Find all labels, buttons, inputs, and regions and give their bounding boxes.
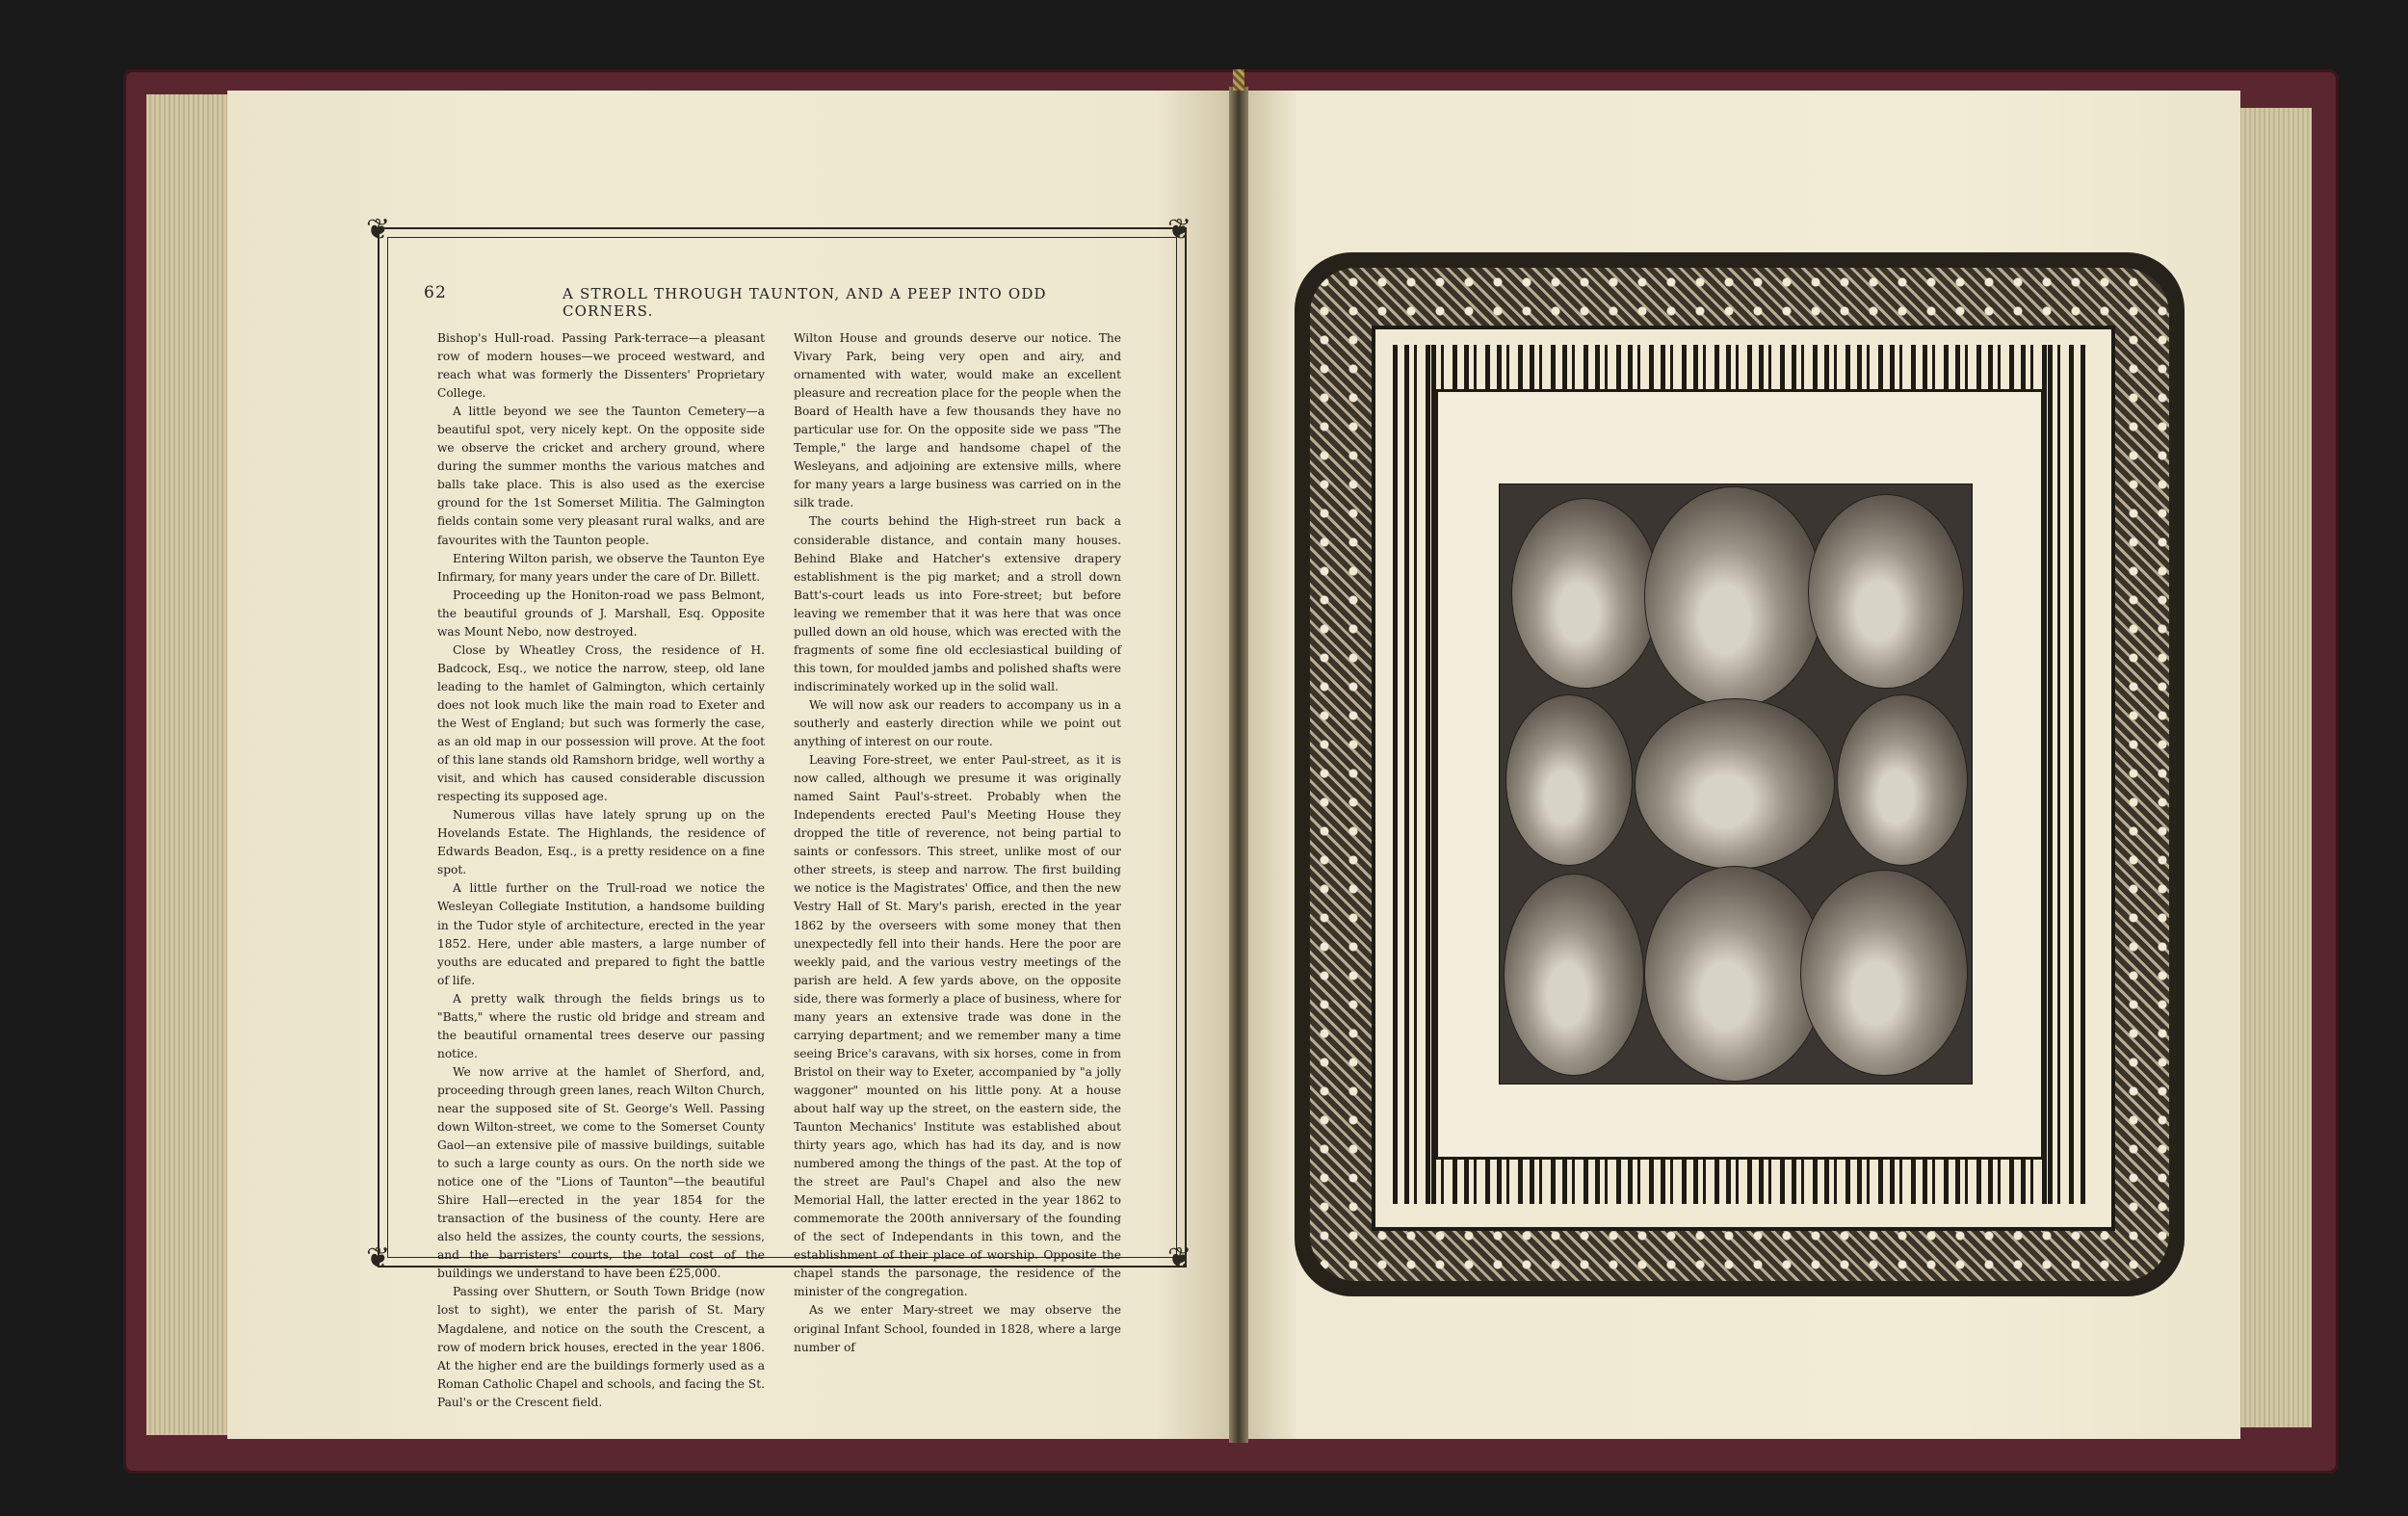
photo-vignette (1837, 694, 1968, 866)
photo-vignette (1808, 494, 1964, 689)
page-edges-left (146, 94, 235, 1435)
photo-vignette (1644, 866, 1825, 1082)
paragraph: Bishop's Hull-road. Passing Park-terrace—a pleasant row of modern houses—we proceed westward, and reach what was formerly the Dissenters' Proprietary College. (437, 331, 765, 401)
photo-vignette (1635, 698, 1835, 870)
paragraph: Passing over Shuttern, or South Town Bridge (now lost to sight), we enter the parish of St. Mary Magdalene, and notice on the south the Crescent, a row of modern brick houses, erected in the year 1806. At the higher end are the buildings formerly used as a Roman Catholic Chapel and schools, and facing the St. Paul's or the Crescent field. (437, 1285, 765, 1409)
corner-ornament-icon: ❦ (366, 1242, 391, 1275)
running-head (424, 283, 1137, 320)
page-number: 62 (424, 283, 448, 302)
corner-ornament-icon: ❦ (1167, 1242, 1192, 1275)
paragraph: Numerous villas have lately sprung up on the Hovelands Estate. The Highlands, the residence of Edwards Beadon, Esq., is a pretty residence on a fine spot. (437, 808, 765, 877)
photograph-collage (1499, 484, 1973, 1085)
page-edges-right (2237, 108, 2312, 1427)
text-column-2 (794, 329, 1121, 1357)
photo-vignette (1511, 498, 1660, 689)
photo-vignette (1504, 874, 1644, 1076)
corner-ornament-icon: ❦ (366, 213, 391, 247)
corner-ornament-icon: ❦ (1167, 213, 1192, 247)
photo-vignette (1644, 486, 1823, 708)
paragraph: Leaving Fore-street, we enter Paul-street, as it is now called, although we presume it was originally named Saint Paul's-street. Probably when the Independents erected Paul's Meeting House they dropped the title of reverence, not being partial to saints or confessors. This street, unlike most of our other streets, is steep and narrow. The first building we notice is the Magistrates' Office, and then the new Vestry Hall of St. Mary's parish, erected in the year 1862 by the overseers with some money that then unexpectedly fell into their hands. Here the poor are weekly paid, and the various vestry meetings of the parish are held. A few yards above, on the opposite side, there was formerly a place of business, where for many years an extensive trade was done in the carrying department; and we remember many a time seeing Brice's caravans, with six horses, come in from Bristol on their way to Exeter, accompanied by "a jolly waggoner" mounted on his little pony. At a house about half way up the street, on the eastern side, the Taunton Mechanics' Institute was established about thirty years ago, which has had its day, and is now numbered among the things of the past. At the top of the street are Paul's Chapel and also the new Memorial Hall, the latter erected in the year 1862 to commemorate the 200th anniversary of the founding of the sect of Independants in this town, and the establishment of their place of worship. Opposite the chapel stands the parsonage, the residence of the minister of the congregation. (794, 753, 1121, 1299)
paragraph: Proceeding up the Honiton-road we pass Belmont, the beautiful grounds of J. Marshall, Esq. Opposite was Mount Nebo, now destroyed. (437, 588, 765, 639)
spine-headband (1233, 69, 1244, 91)
paragraph: Close by Wheatley Cross, the residence of H. Badcock, Esq., we notice the narrow, steep, old lane leading to the hamlet of Galmington, which certainly does not look much like the main road to Exeter and the West of England; but such was formerly the case, as an old map in our possession will prove. At the foot of this lane stands old Ramshorn bridge, well worthy a visit, and which has caused considerable discussion respecting its supposed age. (437, 642, 765, 804)
paragraph: A pretty walk through the fields brings us to "Batts," where the rustic old bridge and stream and the beautiful ornamental trees deserve our passing notice. (437, 991, 765, 1060)
paragraph: Wilton House and grounds deserve our notice. The Vivary Park, being very open and airy, and ornamented with water, would make an excellent pleasure and recreation place for the people when the Board of Health have a few thousands they have no particular use for. On the opposite side we pass "The Temple," the large and handsome chapel of the Wesleyans, and adjoining are extensive mills, where for many years a large business was carried on in the silk trade. (794, 331, 1121, 510)
paragraph: We will now ask our readers to accompany us in a southerly and easterly direction while we point out anything of interest on our route. (794, 697, 1121, 749)
photo-vignette (1505, 694, 1633, 866)
paragraph: Entering Wilton parish, we observe the Taunton Eye Infirmary, for many years under the care of Dr. Billett. (437, 551, 765, 584)
running-title: A STROLL THROUGH TAUNTON, AND A PEEP INTO ODD CORNERS. (563, 285, 1047, 320)
paragraph: We now arrive at the hamlet of Sherford, and, proceeding through green lanes, reach Wilton Church, near the supposed site of St. George's Well. Passing down Wilton-street, we come to the Somerset County Gaol—an extensive pile of massive buildings, suitable to such a large county as ours. On the north side we notice one of the "Lions of Taunton"—the beautiful Shire Hall—erected in the year 1854 for the transaction of the business of the county. Here are also held the assizes, the county courts, the sessions, and the barristers' courts, the total cost of the buildings we understand to have been £25,000. (437, 1064, 765, 1281)
paragraph: A little beyond we see the Taunton Cemetery—a beautiful spot, very nicely kept. On the opposite side we observe the cricket and archery ground, where during the summer months the various matches and balls take place. This is also used as the exercise ground for the 1st Somerset Militia. The Galmington fields contain some very pleasant rural walks, and are favourites with the Taunton people. (437, 405, 765, 547)
paragraph: The courts behind the High-street run back a considerable distance, and contain many houses. Behind Blake and Hatcher's extensive drapery establishment is the pig market; and a stroll down Batt's-court leads us into Fore-street; but before leaving we remember that it was here that was once pulled down an old house, which was erected with the fragments of some fine old ecclesiastical building of this town, for moulded jambs and polished shafts were indiscriminately worked up in the solid wall. (794, 514, 1121, 693)
paragraph: A little further on the Trull-road we notice the Wesleyan Collegiate Institution, a handsome building in the Tudor style of architecture, erected in the year 1852. Here, under able masters, a large number of youths are educated and prepared to fight the battle of life. (437, 881, 765, 987)
paragraph: As we enter Mary-street we may observe the original Infant School, founded in 1828, where a large number of (794, 1303, 1121, 1354)
book-gutter (1229, 87, 1248, 1443)
photo-vignette (1800, 870, 1968, 1076)
text-column-1 (437, 329, 765, 1412)
